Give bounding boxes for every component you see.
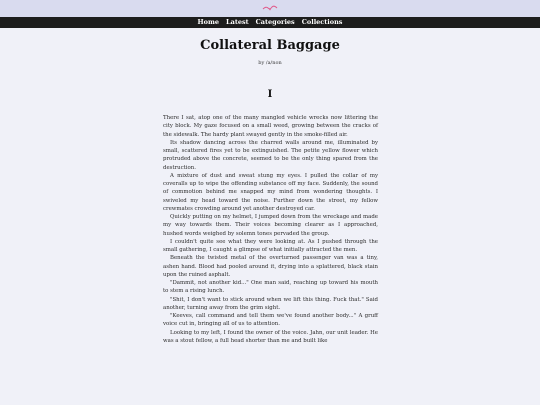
main-nav [0,17,540,28]
story-paragraph: Its shadow dancing across the charred walls around me, illuminated by small, scattered fires yet to be extinguished. The petite yellow flower which protruded above the concrete, seemed to be the only thing spared from the destruction. [163,139,378,171]
story-paragraph: "Keeves, call command and tell them we've found another body..." A gruff voice cut in, bringing all of us to attention. [163,313,378,328]
story-body [163,114,378,345]
story-byline[interactable]: by /a/non [258,60,282,66]
chapter-heading: I [267,89,273,100]
nav-collections-link[interactable]: Collections [301,18,343,26]
story-title: Collateral Baggage [200,38,340,53]
nav-home-link[interactable]: Home [197,18,220,26]
story-paragraph: There I sat, atop one of the many mangled vehicle wrecks now littering the city block. My gaze focused on a small weed, growing between the cracks of the sidewalk. The hardy plant swayed gently in the smoke-filled air. [163,115,378,138]
story-paragraph: I couldn't quite see what they were looking at. As I pushed through the small gathering, I caught a glimpse of what initially attracted the men. [163,238,378,253]
story-paragraph: "Dammit, not another kid..." One man said, reaching up toward his mouth to stem a rising lunch. [163,280,378,295]
story-paragraph: A mixture of dust and sweat stung my eyes. I pulled the collar of my coveralls up to wipe the offending substance off my face. Suddenly, the sound of commotion behind me snapped my mind from wondering thoughts. I swiveled my head toward the noise. Further down the street, my fellow crewmates crowding around yet another destroyed car. [163,172,378,212]
story-paragraph: Beneath the twisted metal of the overturned passenger van was a tiny, ashen hand. Blood had pooled around it, drying into a splattered, black stain upon the ruined asphalt. [163,255,378,278]
site-header [0,0,540,17]
story-paragraph: Looking to my left, I found the owner of the voice. Jahn, our unit leader. He was a stout fellow, a full head shorter than me and built like [163,329,378,344]
pony-logo-icon[interactable] [262,5,278,11]
story-paragraph: Quickly putting on my helmet, I jumped down from the wreckage and made my way towards them. Their voices becoming clearer as I approached, hushed words weighed by solemn tones pervaded the group. [163,214,378,237]
nav-categories-link[interactable]: Categories [255,18,295,26]
nav-latest-link[interactable]: Latest [226,18,249,26]
story-paragraph: "Shit, I don't want to stick around when we lift this thing. Fuck that." Said another, turning away from the grim sight. [163,296,378,311]
